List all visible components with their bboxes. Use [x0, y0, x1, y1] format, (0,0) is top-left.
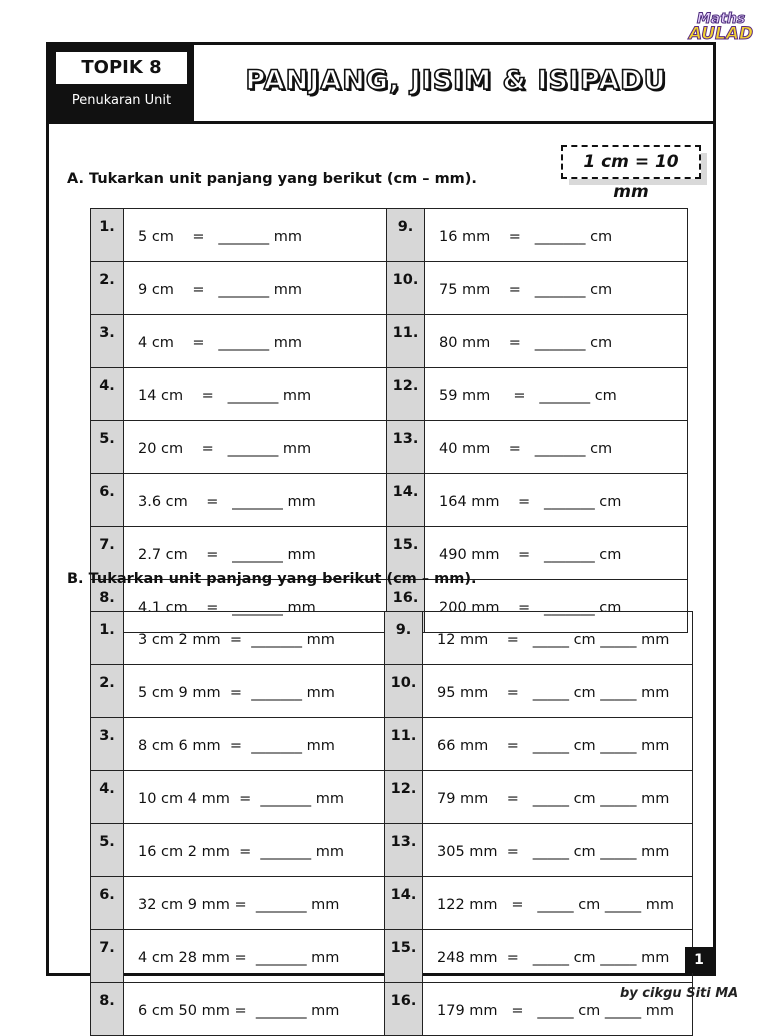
table-row: [91, 665, 693, 718]
author-credit: by cikgu Siti MA: [620, 986, 739, 1001]
question-number: 1.: [91, 612, 124, 665]
question-number: 3.: [91, 315, 124, 368]
question-text[interactable]: 9 cm = _______ mm: [124, 262, 387, 315]
table-row: [91, 421, 688, 474]
question-number: 13.: [385, 824, 423, 877]
question-text[interactable]: 75 mm = _______ cm: [425, 262, 688, 315]
table-row: [91, 983, 693, 1036]
question-number: 11.: [387, 315, 425, 368]
question-text[interactable]: 80 mm = _______ cm: [425, 315, 688, 368]
question-text[interactable]: 3.6 cm = _______ mm: [124, 474, 387, 527]
question-text[interactable]: 4 cm = _______ mm: [124, 315, 387, 368]
question-text[interactable]: 8 cm 6 mm = _______ mm: [124, 718, 385, 771]
table-row: [91, 877, 693, 930]
question-text[interactable]: 3 cm 2 mm = _______ mm: [124, 612, 385, 665]
question-text[interactable]: 179 mm = _____ cm _____ mm: [423, 983, 693, 1036]
question-number: 9.: [385, 612, 423, 665]
section-b-table: [90, 611, 693, 1036]
question-number: 7.: [91, 527, 124, 580]
section-a-heading: A. Tukarkan unit panjang yang berikut (cm – mm).: [67, 171, 477, 187]
question-number: 4.: [91, 771, 124, 824]
table-row: [91, 718, 693, 771]
table-row: [91, 474, 688, 527]
question-text[interactable]: 4.1 cm = _______ mm: [124, 580, 387, 633]
question-number: 12.: [385, 771, 423, 824]
question-text[interactable]: 305 mm = _____ cm _____ mm: [423, 824, 693, 877]
question-text[interactable]: 6 cm 50 mm = _______ mm: [124, 983, 385, 1036]
question-number: 1.: [91, 209, 124, 262]
question-number: 10.: [385, 665, 423, 718]
question-text[interactable]: 2.7 cm = _______ mm: [124, 527, 387, 580]
question-number: 10.: [387, 262, 425, 315]
question-text[interactable]: 200 mm = _______ cm: [425, 580, 688, 633]
question-number: 14.: [387, 474, 425, 527]
question-text[interactable]: 16 cm 2 mm = _______ mm: [124, 824, 385, 877]
question-number: 15.: [385, 930, 423, 983]
topic-box: [49, 45, 194, 121]
worksheet-header: [49, 45, 713, 124]
table-row: [91, 262, 688, 315]
question-text[interactable]: 4 cm 28 mm = _______ mm: [124, 930, 385, 983]
maths-aulad-logo: [682, 12, 760, 43]
question-number: 11.: [385, 718, 423, 771]
question-text[interactable]: 490 mm = _______ cm: [425, 527, 688, 580]
question-number: 9.: [387, 209, 425, 262]
table-row: [91, 315, 688, 368]
conversion-note-text: 1 cm = 10 mm: [561, 145, 701, 179]
question-number: 6.: [91, 474, 124, 527]
question-number: 3.: [91, 718, 124, 771]
question-text[interactable]: 5 cm 9 mm = _______ mm: [124, 665, 385, 718]
conversion-note: [561, 145, 709, 202]
question-text[interactable]: 248 mm = _____ cm _____ mm: [423, 930, 693, 983]
question-text[interactable]: 164 mm = _______ cm: [425, 474, 688, 527]
table-row: [91, 771, 693, 824]
section-b-heading: B. Tukarkan unit panjang yang berikut (cm – mm).: [67, 571, 477, 587]
question-number: 14.: [385, 877, 423, 930]
logo-line-2: AULAD: [688, 24, 754, 44]
title-box: [199, 45, 713, 121]
table-row: [91, 612, 693, 665]
question-text[interactable]: 14 cm = _______ mm: [124, 368, 387, 421]
table-row: [91, 824, 693, 877]
question-number: 8.: [91, 983, 124, 1036]
question-text[interactable]: 79 mm = _____ cm _____ mm: [423, 771, 693, 824]
question-number: 13.: [387, 421, 425, 474]
question-number: 8.: [91, 580, 124, 633]
section-a-table: [90, 208, 688, 633]
question-text[interactable]: 10 cm 4 mm = _______ mm: [124, 771, 385, 824]
page-title: PANJANG, JISIM & ISIPADU: [245, 65, 667, 96]
question-text[interactable]: 95 mm = _____ cm _____ mm: [423, 665, 693, 718]
question-number: 16.: [385, 983, 423, 1036]
question-number: 4.: [91, 368, 124, 421]
topic-subtitle: Penukaran Unit: [71, 93, 172, 108]
question-text[interactable]: 122 mm = _____ cm _____ mm: [423, 877, 693, 930]
logo-line-1: Maths: [696, 11, 746, 27]
table-row: [91, 930, 693, 983]
question-text[interactable]: 20 cm = _______ mm: [124, 421, 387, 474]
question-number: 12.: [387, 368, 425, 421]
question-text[interactable]: 32 cm 9 mm = _______ mm: [124, 877, 385, 930]
question-number: 5.: [91, 824, 124, 877]
question-text[interactable]: 66 mm = _____ cm _____ mm: [423, 718, 693, 771]
question-text[interactable]: 59 mm = _______ cm: [425, 368, 688, 421]
question-number: 15.: [387, 527, 425, 580]
question-text[interactable]: 12 mm = _____ cm _____ mm: [423, 612, 693, 665]
question-text[interactable]: 5 cm = _______ mm: [124, 209, 387, 262]
question-text[interactable]: 40 mm = _______ cm: [425, 421, 688, 474]
question-text[interactable]: 16 mm = _______ cm: [425, 209, 688, 262]
question-number: 6.: [91, 877, 124, 930]
topic-label: TOPIK 8: [55, 51, 188, 85]
page-number: 1: [685, 947, 713, 973]
question-number: 2.: [91, 665, 124, 718]
question-number: 2.: [91, 262, 124, 315]
question-number: 16.: [387, 580, 425, 633]
table-row: [91, 209, 688, 262]
table-row: [91, 368, 688, 421]
question-number: 7.: [91, 930, 124, 983]
question-number: 5.: [91, 421, 124, 474]
